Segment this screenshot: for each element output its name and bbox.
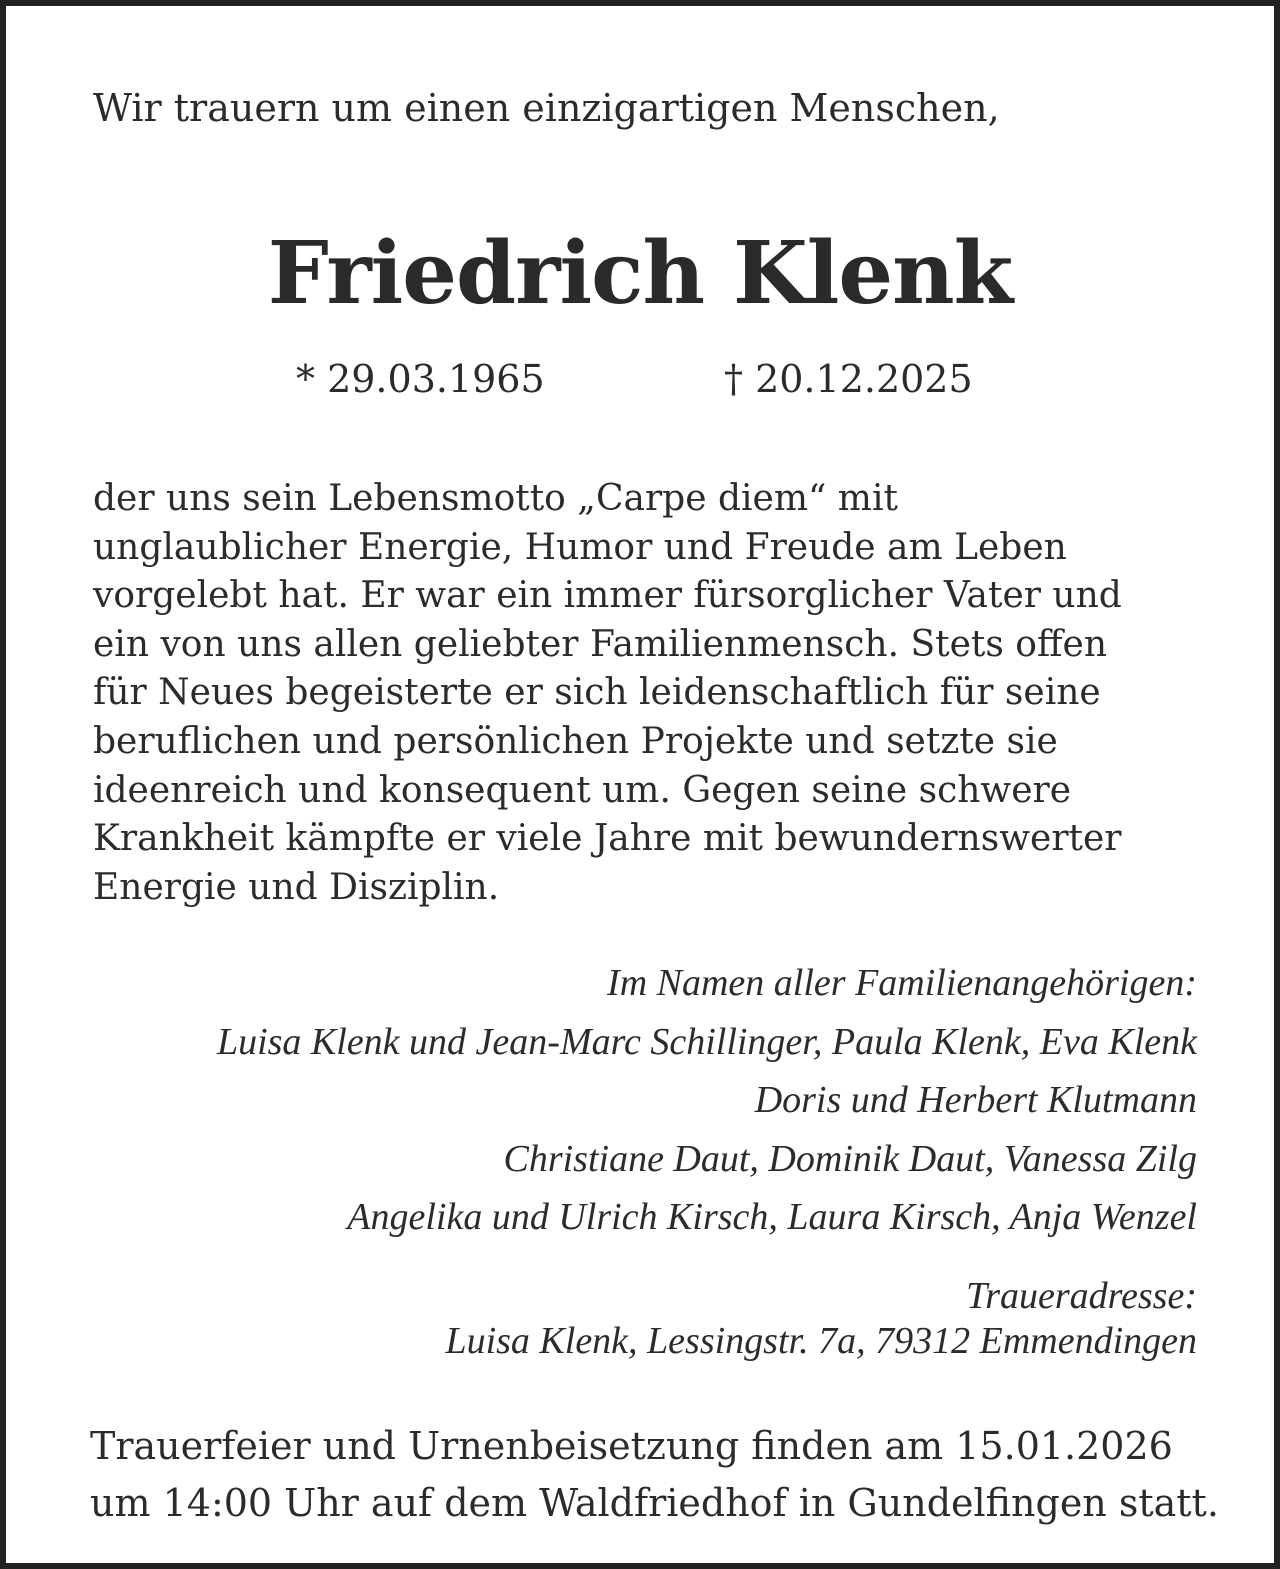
deceased-name: Friedrich Klenk <box>267 223 1013 324</box>
eulogy-text <box>93 475 1193 912</box>
signature-line: Angelika und Ulrich Kirsch, Laura Kirsch, Anja Wenzel <box>347 1196 1197 1238</box>
family-signatures <box>217 954 1197 1247</box>
eulogy-line: Krankheit kämpfte er viele Jahre mit bewundernswerter <box>93 818 1122 860</box>
eulogy-line: ideenreich und konsequent um. Gegen seine schwere <box>93 769 1072 811</box>
eulogy-line: Energie und Disziplin. <box>93 866 500 908</box>
eulogy-line: unglaublicher Energie, Humor und Freude am Leben <box>93 526 1067 568</box>
signatures-heading: Im Namen aller Familienangehörigen: <box>607 962 1197 1004</box>
eulogy-line: für Neues begeisterte er sich leidenschaftlich für seine <box>93 672 1101 714</box>
eulogy-line: ein von uns allen geliebter Familienmensch. Stets offen <box>93 623 1108 665</box>
funeral-info-line: Trauerfeier und Urnenbeisetzung finden am 15.01.2026 <box>90 1424 1173 1468</box>
signature-line: Luisa Klenk und Jean-Marc Schillinger, Paula Klenk, Eva Klenk <box>216 1020 1197 1063</box>
intro-line: Wir trauern um einen einzigartigen Menschen, <box>93 86 1000 130</box>
death-date: † 20.12.2025 <box>724 357 973 401</box>
eulogy-line: der uns sein Lebensmotto „Carpe diem“ mit <box>93 478 898 519</box>
address-value: Luisa Klenk, Lessingstr. 7a, 79312 Emmendingen <box>445 1320 1197 1362</box>
funeral-info <box>90 1418 1219 1532</box>
address-label: Traueradresse: <box>966 1275 1197 1317</box>
signature-line: Doris und Herbert Klutmann <box>754 1079 1197 1121</box>
funeral-info-line: um 14:00 Uhr auf dem Waldfriedhof in Gundelfingen statt. <box>90 1481 1219 1525</box>
mourning-address <box>445 1274 1197 1364</box>
eulogy-line: vorgelebt hat. Er war ein immer fürsorglicher Vater und <box>93 575 1122 617</box>
signature-line: Christiane Daut, Dominik Daut, Vanessa Zilg <box>503 1137 1197 1180</box>
eulogy-line: beruflichen und persönlichen Projekte und setzte sie <box>93 720 1058 762</box>
birth-date: * 29.03.1965 <box>296 357 545 401</box>
